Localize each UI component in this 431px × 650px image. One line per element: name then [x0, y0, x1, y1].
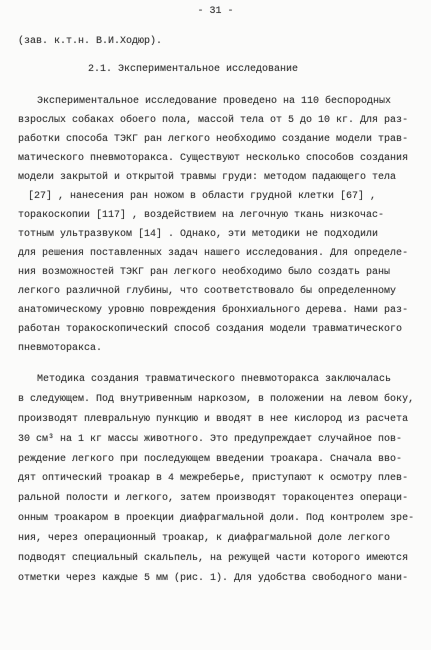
page-number: - 31 -: [197, 6, 234, 17]
text-line: работки способа ТЭКГ ран легкого необходимо создание модели трав-: [18, 134, 409, 145]
text-line: матического пневмоторакса. Существуют несколько способов создания: [18, 153, 409, 164]
text-line: пневмоторакса.: [18, 343, 103, 354]
text-line: [27] , нанесения ран ножом в области грудной клетки [67] ,: [28, 191, 377, 202]
text-line: онным троакаром в проекции диафрагмальной доли. Под контролем зре-: [18, 513, 415, 525]
text-line: дят оптический троакар в 4 межреберье, приступают к осмотру плев-: [18, 473, 409, 485]
text-line: ния возможностей ТЭКГ ран легкого необходимо было создать раны: [18, 267, 391, 278]
text-line: модели закрытой и открытой травмы груди: методом падающего тела: [18, 172, 397, 183]
text-line: 30 см³ на 1 кг массы животного. Это предупреждает случайное пов-: [18, 433, 403, 445]
text-line: ральной полости и легкого, затем производят торакоцентез операци-: [18, 493, 409, 505]
text-line: производят плевральную пункцию и вводят в нее кислород из расчета: [18, 413, 409, 425]
text-line: работан торакоскопический способ создания модели травматического: [18, 324, 403, 335]
text-line: ния, через операционный троакар, к диафрагмальной доле легкого: [18, 533, 391, 545]
text-line: подводят специальный скальпель, на режущей части которого имеются: [18, 553, 409, 565]
text-line: легкого различной глубины, что соответствовало бы определенному: [18, 286, 397, 297]
header-note: (зав. к.т.н. В.И.Ходюр).: [18, 36, 163, 47]
text-line: для решения поставленных задач нашего исследования. Для определе-: [18, 248, 409, 259]
paragraph-1: [18, 92, 423, 358]
text-line: Методика создания травматического пневмоторакса заключалась: [37, 374, 392, 385]
text-line: Экспериментальное исследование проведено на 110 беспородных: [37, 96, 392, 107]
text-line: анатомическому уровню повреждения бронхиального дерева. Нами раз-: [18, 305, 409, 316]
text-line: в следующем. Под внутривенным наркозом, в положении на левом боку,: [18, 393, 415, 405]
text-line: реждение легкого при последующем введении троакара. Сначала вво-: [18, 453, 403, 465]
section-heading: 2.1. Экспериментальное исследование: [88, 64, 299, 75]
text-line: отметки через каждые 5 мм (рис. 1). Для удобства свободного мани-: [18, 572, 409, 584]
text-line: торакоскопии [117] , воздействием на легочную ткань низкочас-: [18, 210, 385, 221]
text-line: тотным ультразвуком [14] . Однако, эти методики не подходили: [18, 229, 379, 240]
paragraph-2: [18, 370, 423, 589]
text-line: взрослых собаках обоего пола, массой тела от 5 до 10 кг. Для раз-: [18, 115, 409, 126]
